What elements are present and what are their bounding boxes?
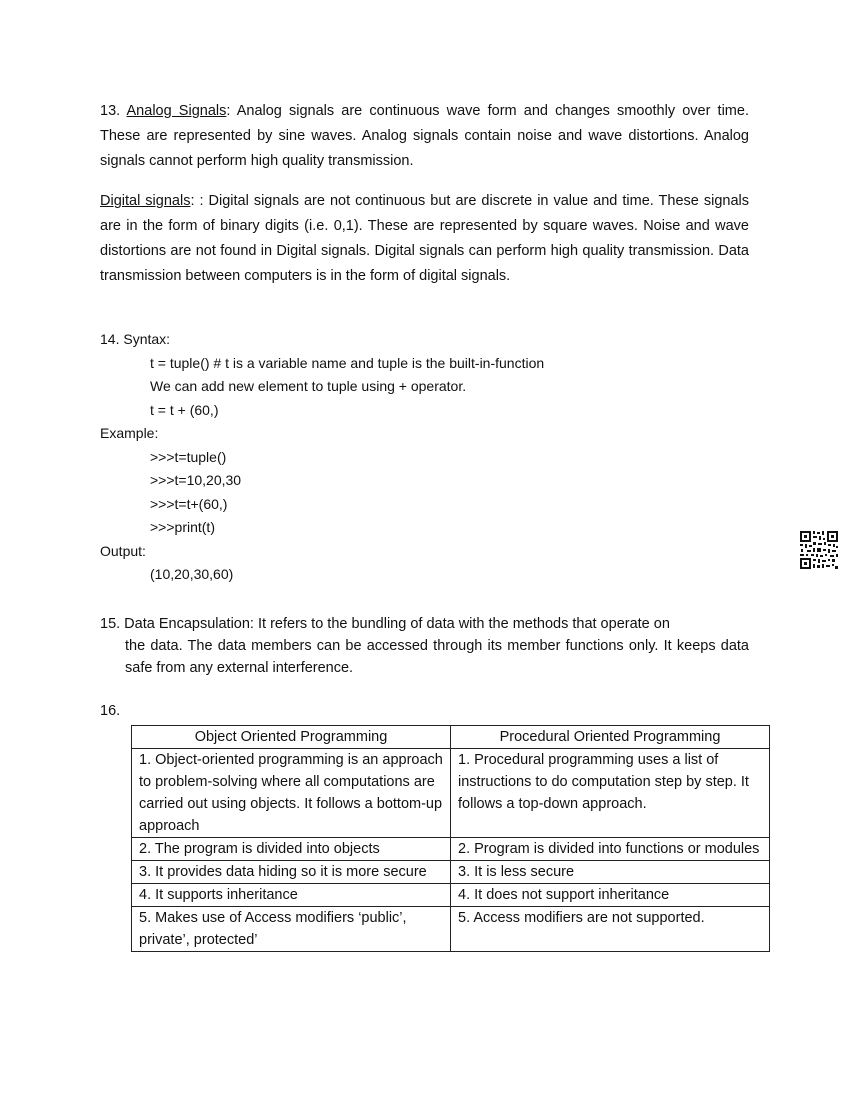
digital-paragraph xyxy=(100,189,749,289)
analog-paragraph xyxy=(100,99,749,174)
digital-term: Digital signals xyxy=(100,193,191,209)
q16-number: 16. xyxy=(100,703,121,719)
analog-term: Analog Signals xyxy=(126,103,227,119)
syntax-line: We can add new element to tuple using + operator. xyxy=(150,378,467,394)
table-cell: 2. Program is divided into functions or modules xyxy=(451,838,770,861)
comparison-table xyxy=(131,725,770,952)
table-row xyxy=(132,907,770,952)
table-row xyxy=(132,749,770,838)
table-cell: 1. Procedural programming uses a list of instructions to do computation step by step. It follows a top-down approach. xyxy=(451,749,770,838)
example-line: >>>t=10,20,30 xyxy=(150,472,242,488)
column-header: Procedural Oriented Programming xyxy=(451,726,770,749)
example-line: >>>t=t+(60,) xyxy=(150,495,228,512)
digital-text: : : Digital signals are not continuous but are discrete in value and time. These signals are in the form of binary digits (i.e. 0,1). These are represented by square waves. Noise and wave distortions are not found in Digital signals. Digital signals can perform high quality transmission. Data transmission between computers is in the form of digital signals. xyxy=(100,193,749,284)
table-cell: 2. The program is divided into objects xyxy=(132,838,451,861)
table-row xyxy=(132,884,770,907)
encapsulation-rest: the data. The data members can be accessed through its member functions only. It keeps data safe from any external interference. xyxy=(125,638,749,676)
table-row xyxy=(132,861,770,884)
analog-text: : Analog signals are continuous wave form and changes smoothly over time. These are represented by sine waves. Analog signals contain noise and wave distortions. Analog signals cannot perform high quality transmission. xyxy=(100,103,749,169)
table-cell: 4. It supports inheritance xyxy=(132,884,451,907)
table-cell: 4. It does not support inheritance xyxy=(451,884,770,907)
example-heading: Example: xyxy=(100,425,159,441)
q13-number: 13. xyxy=(100,103,121,119)
table-cell: 5. Access modifiers are not supported. xyxy=(451,907,770,952)
example-line: >>>print(t) xyxy=(150,519,215,535)
syntax-line: t = tuple() # t is a variable name and tuple is the built-in-function xyxy=(150,354,545,371)
syntax-line: t = t + (60,) xyxy=(150,401,219,418)
table-cell: 3. It provides data hiding so it is more secure xyxy=(132,861,451,884)
syntax-heading: 14. Syntax: xyxy=(100,331,171,347)
output-heading: Output: xyxy=(100,542,146,559)
output-line: (10,20,30,60) xyxy=(150,566,234,582)
column-header: Object Oriented Programming xyxy=(132,726,451,749)
syntax-block xyxy=(100,328,760,587)
table-cell: 5. Makes use of Access modifiers ‘public’, private’, protected’ xyxy=(132,907,451,952)
encapsulation-paragraph xyxy=(100,613,749,679)
example-line: >>>t=tuple() xyxy=(150,448,227,465)
table-cell: 3. It is less secure xyxy=(451,861,770,884)
table-row xyxy=(132,838,770,861)
qr-code-icon[interactable] xyxy=(799,530,839,570)
encapsulation-first-line: 15. Data Encapsulation: It refers to the bundling of data with the methods that operate on xyxy=(100,616,670,632)
table-cell: 1. Object-oriented programming is an approach to problem-solving where all computations are carried out using objects. It follows a bottom-up approach xyxy=(132,749,451,838)
table-header-row xyxy=(132,726,770,749)
